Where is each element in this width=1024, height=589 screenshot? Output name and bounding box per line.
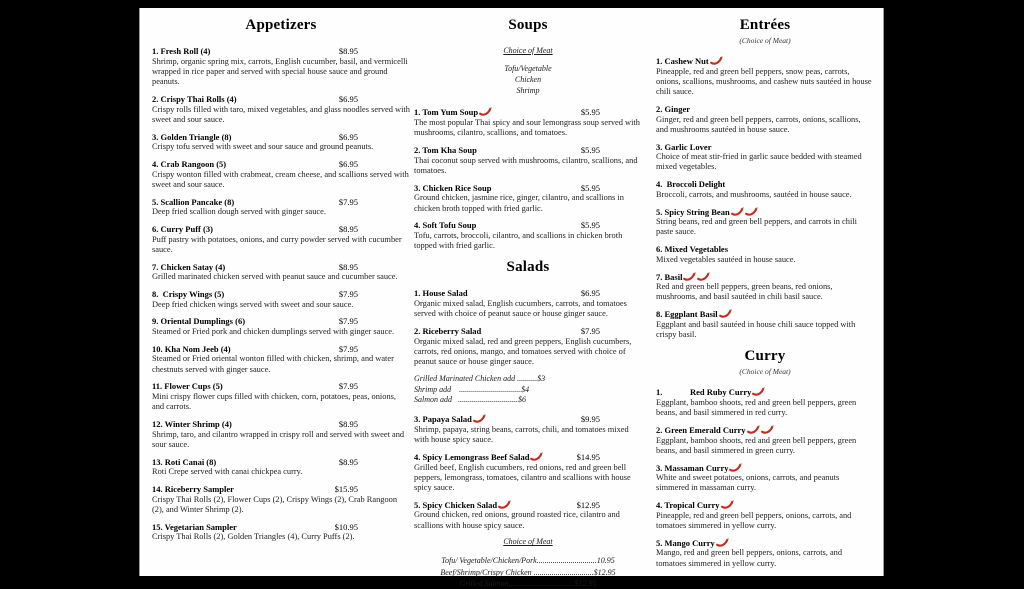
item-description: Steamed or Fried oriental wonton filled with chicken, shrimp, and water chestnuts served with ginger sauce. bbox=[152, 354, 394, 374]
menu-item-header bbox=[152, 94, 358, 105]
menu-item bbox=[152, 197, 410, 218]
item-name: 5. Spicy Chicken Salad bbox=[414, 500, 511, 511]
menu-item-header bbox=[656, 500, 874, 511]
menu-item-header bbox=[414, 500, 600, 511]
menu-item-header bbox=[656, 425, 874, 436]
menu-item bbox=[414, 288, 642, 319]
menu-item bbox=[656, 272, 874, 303]
item-description: Ginger, red and green bell peppers, carrots, onions, scallions, and mushrooms sautéed in house sauce. bbox=[656, 114, 861, 134]
choice-of-meat-prices bbox=[414, 555, 642, 589]
item-name: 2. Riceberry Salad bbox=[414, 326, 482, 337]
menu-item bbox=[152, 132, 410, 153]
menu-item-header bbox=[152, 289, 358, 300]
menu-item bbox=[656, 56, 874, 97]
menu-item bbox=[152, 46, 410, 87]
menu-item-header bbox=[656, 272, 874, 283]
menu-item-header bbox=[656, 387, 874, 398]
item-description: Eggplant, bamboo shoots, red and green bell peppers, green beans, and basil simmered in red curry. bbox=[656, 397, 857, 418]
item-price: $7.95 bbox=[338, 196, 358, 207]
item-price: $8.95 bbox=[338, 261, 358, 272]
menu-item bbox=[152, 262, 410, 283]
item-name: 13. Roti Canai (8) bbox=[152, 456, 217, 467]
item-name: 6. Mixed Vegetables bbox=[656, 244, 729, 255]
chili-icon bbox=[710, 56, 723, 65]
menu-item bbox=[656, 142, 874, 173]
item-name: 12. Winter Shrimp (4) bbox=[152, 418, 232, 429]
menu-item-header bbox=[656, 207, 874, 218]
item-description: Mango, red and green bell peppers, onions, carrots, and tomatoes simmered in yellow curry. bbox=[656, 548, 843, 568]
chili-icon bbox=[697, 272, 710, 281]
item-description: Tofu, carrots, broccoli, cilantro, and scallions in chicken broth topped with fried garlic. bbox=[414, 230, 623, 251]
item-name: 5. Scallion Pancake (8) bbox=[152, 196, 235, 207]
chili-icon bbox=[498, 500, 511, 509]
item-description: White and sweet potatoes, onions, carrots, and peanuts simmered in massaman curry. bbox=[656, 473, 840, 493]
item-price: $8.95 bbox=[338, 223, 358, 234]
price-line: Grilled Salmon.................................$12.95 bbox=[459, 578, 597, 588]
salad-addons bbox=[414, 374, 642, 406]
menu-item bbox=[656, 538, 874, 569]
item-name: 5. Spicy String Bean bbox=[656, 207, 758, 218]
menu-item-header bbox=[152, 344, 358, 355]
menu-item-header bbox=[152, 484, 358, 495]
column-entrees-curry bbox=[656, 17, 874, 575]
item-price: $7.95 bbox=[338, 381, 358, 392]
menu-item-header bbox=[152, 457, 358, 468]
item-price: $7.95 bbox=[580, 326, 600, 337]
item-description: Crispy tofu served with sweet and sour sauce and ground peanuts. bbox=[152, 142, 374, 152]
choice-of-meat-text: Choice of Meat bbox=[503, 537, 553, 547]
item-price: $6.95 bbox=[338, 93, 358, 104]
price-line: Tofu/ Vegetable/Chicken/Pork..............................10.95 bbox=[441, 556, 615, 566]
item-description: Broccoli, carrots, and mushrooms, sautéed in house sauce. bbox=[656, 189, 852, 199]
menu-item-header bbox=[414, 452, 600, 463]
item-description: Eggplant, bamboo shoots, red and green bell peppers, green beans, and basil simmered in green curry. bbox=[656, 435, 857, 455]
item-name: 3. Golden Triangle (8) bbox=[152, 131, 232, 142]
item-description: Eggplant and basil sautéed in house chili sauce topped with crispy basil. bbox=[656, 319, 856, 339]
chili-icon bbox=[747, 425, 760, 434]
item-name: 10. Kha Nom Jeeb (4) bbox=[152, 343, 231, 354]
item-name: 9. Oriental Dumplings (6) bbox=[152, 316, 246, 327]
item-description: Organic mixed salad, red and green peppers, English cucumbers, carrots, red onions, mango, and tomatoes served with choice of peanut sauce or house ginger sauce. bbox=[414, 336, 632, 367]
menu-item-header bbox=[656, 463, 874, 474]
addon-line: Salmon add ..............................$6 bbox=[414, 395, 526, 405]
menu-item-header bbox=[414, 326, 600, 337]
item-name: 5. Mango Curry bbox=[656, 538, 729, 549]
price-line: Beef/Shrimp/Crispy Chicken ..............................$12.95 bbox=[440, 567, 616, 577]
section-title: Salads bbox=[506, 259, 550, 276]
item-description: Crispy Thai Rolls (2), Golden Triangles (4), Curry Puffs (2). bbox=[152, 532, 355, 542]
item-name: 4. Spicy Lemongrass Beef Salad bbox=[414, 452, 543, 463]
menu-item bbox=[656, 207, 874, 238]
menu-item bbox=[656, 500, 874, 531]
item-name: 3. Garlic Lover bbox=[656, 141, 712, 152]
menu-item-header bbox=[152, 262, 358, 273]
item-price: $8.95 bbox=[338, 418, 358, 429]
meat-option: Chicken bbox=[514, 74, 542, 84]
item-description: Ground chicken, jasmine rice, ginger, cilantro, and scallions in chicken broth topped with fried garlic. bbox=[414, 193, 624, 213]
menu-item bbox=[656, 244, 874, 265]
chili-icon bbox=[731, 207, 744, 216]
item-description: Red and green bell peppers, green beans, red onions, mushrooms, and basil sautéed in chili basil sauce. bbox=[656, 282, 833, 302]
column-appetizers bbox=[152, 17, 410, 549]
item-price: $6.95 bbox=[338, 131, 358, 142]
menu-item bbox=[656, 463, 874, 494]
menu-item bbox=[152, 381, 410, 412]
menu-item-header bbox=[656, 179, 874, 190]
menu-item bbox=[152, 457, 410, 478]
menu-item-header bbox=[414, 414, 600, 425]
item-name: 8. Eggplant Basil bbox=[656, 309, 732, 320]
section-subtitle: (Choice of Meat) bbox=[739, 36, 791, 45]
menu-item-header bbox=[152, 159, 358, 170]
item-name: 2. Ginger bbox=[656, 103, 690, 114]
item-description: The most popular Thai spicy and sour lemongrass soup served with mushrooms, cilantro, scallions, and tomatoes. bbox=[414, 118, 640, 138]
item-name: 7. Basil bbox=[656, 272, 710, 283]
menu-item-header bbox=[152, 224, 358, 235]
meat-options bbox=[414, 64, 642, 96]
menu-item bbox=[152, 419, 410, 450]
menu-item bbox=[414, 414, 642, 445]
menu-item-header bbox=[152, 419, 358, 430]
item-price: $15.95 bbox=[334, 483, 358, 494]
item-name: 4. Soft Tofu Soup bbox=[414, 220, 477, 231]
item-description: Organic mixed salad, English cucumbers, carrots, and tomatoes served with choice of peanut sauce or house ginger sauce. bbox=[414, 299, 627, 319]
item-name: 15. Vegetarian Sampler bbox=[152, 521, 237, 532]
chili-icon bbox=[761, 425, 774, 434]
item-price: $8.95 bbox=[338, 456, 358, 467]
menu-item-header bbox=[152, 132, 358, 143]
menu-item-header bbox=[414, 220, 600, 231]
item-description: Puff pastry with potatoes, onions, and curry powder served with cucumber sauce. bbox=[152, 234, 402, 254]
item-price: $7.95 bbox=[338, 288, 358, 299]
menu-item-header bbox=[414, 145, 600, 156]
item-description: Shrimp, papaya, string beans, carrots, chili, and tomatoes mixed with house spicy sauce. bbox=[414, 424, 629, 445]
menu-item bbox=[656, 104, 874, 135]
item-name: 11. Flower Cups (5) bbox=[152, 381, 223, 392]
menu-item bbox=[414, 326, 642, 367]
item-description: Shrimp, organic spring mix, carrots, English cucumber, basil, and vermicelli wrapped in rice paper and served with special house sauce and ground peanuts. bbox=[152, 56, 408, 87]
item-description: Roti Crepe served with canai chickpea curry. bbox=[152, 467, 303, 477]
menu-item bbox=[414, 220, 642, 251]
section-title: Soups bbox=[508, 17, 548, 33]
item-name: 1. Tom Yum Soup bbox=[414, 107, 492, 118]
item-name: 1. House Salad bbox=[414, 288, 468, 299]
item-description: Ground chicken, red onions, ground roasted rice, cilantro and scallions with house spicy sauce. bbox=[414, 510, 620, 530]
menu-item-header bbox=[656, 244, 874, 255]
menu-item bbox=[656, 387, 874, 418]
item-price: $12.95 bbox=[576, 499, 600, 510]
item-price: $7.95 bbox=[338, 343, 358, 354]
addon-line: Shrimp add ...............................$4 bbox=[414, 384, 530, 394]
section-subtitle: (Choice of Meat) bbox=[739, 367, 791, 377]
menu-item-header bbox=[152, 522, 358, 533]
item-name: 3. Massaman Curry bbox=[656, 463, 742, 474]
item-name: 4. Broccoli Delight bbox=[656, 179, 726, 190]
item-price: $5.95 bbox=[580, 145, 600, 156]
item-description: Choice of meat stir-fried in garlic sauce bedded with steamed mixed vegetables. bbox=[656, 152, 862, 172]
item-price: $14.95 bbox=[576, 451, 600, 462]
menu-item bbox=[152, 316, 410, 337]
item-name: 7. Chicken Satay (4) bbox=[152, 261, 226, 272]
item-description: Thai coconut soup served with mushrooms, cilantro, scallions, and tomatoes. bbox=[414, 155, 638, 175]
menu-item-header bbox=[152, 316, 358, 327]
item-description: Deep fried chicken wings served with sweet and sour sauce. bbox=[152, 299, 354, 309]
chili-icon bbox=[479, 107, 492, 116]
item-name: 3. Papaya Salad bbox=[414, 414, 486, 425]
chili-icon bbox=[745, 207, 758, 216]
item-price: $5.95 bbox=[580, 220, 600, 231]
chili-icon bbox=[729, 463, 742, 472]
item-price: $9.95 bbox=[580, 414, 600, 425]
menu-item bbox=[414, 500, 642, 531]
item-name: 3. Chicken Rice Soup bbox=[414, 182, 492, 193]
menu-page bbox=[139, 8, 884, 588]
menu-item bbox=[414, 183, 642, 214]
menu-item-header bbox=[656, 538, 874, 549]
menu-item bbox=[152, 289, 410, 310]
item-price: $5.95 bbox=[580, 107, 600, 118]
item-name: 8. Crispy Wings (5) bbox=[152, 288, 225, 299]
section-title: Appetizers bbox=[245, 17, 317, 33]
menu-item-header bbox=[152, 46, 358, 57]
item-name: 14. Riceberry Sampler bbox=[152, 483, 234, 494]
item-name: 4. Crab Rangoon (5) bbox=[152, 158, 227, 169]
addon-line: Grilled Marinated Chicken add ..........$3 bbox=[414, 373, 546, 383]
menu-item-header bbox=[414, 288, 600, 299]
item-name: 6. Curry Puff (3) bbox=[152, 223, 213, 234]
item-name: 1. Cashew Nut bbox=[656, 56, 723, 67]
chili-icon bbox=[721, 500, 734, 509]
item-description: Crispy wonton filled with crabmeat, cream cheese, and scallions served with sweet and sour sauce. bbox=[152, 169, 409, 189]
item-description: Mixed vegetables sautéed in house sauce. bbox=[656, 254, 796, 264]
item-price: $10.95 bbox=[334, 521, 358, 532]
choice-of-meat-label bbox=[414, 537, 642, 546]
item-description: Deep fried scallion dough served with ginger sauce. bbox=[152, 207, 326, 217]
item-description: String beans, red and green bell peppers, and carrots in chili paste sauce. bbox=[656, 217, 857, 237]
menu-item bbox=[152, 94, 410, 125]
meat-option: Tofu/Vegetable bbox=[504, 64, 552, 73]
menu-item bbox=[152, 522, 410, 543]
menu-item bbox=[152, 484, 410, 515]
meat-option: Shrimp bbox=[516, 85, 540, 95]
item-price: $6.95 bbox=[338, 158, 358, 169]
item-description: Crispy Thai Rolls (2), Flower Cups (2), Crispy Wings (2), Crab Rangoon (2), and Winter Shrimp (2). bbox=[152, 494, 398, 514]
item-name: 1. Fresh Roll (4) bbox=[152, 46, 211, 56]
item-description: Pineapple, red and green bell peppers, snow peas, carrots, onions, scallions, mushrooms, and cashew nuts sautéed in house chili sauce. bbox=[656, 66, 872, 97]
item-description: Grilled beef, English cucumbers, red onions, red and green bell peppers, lemongrass, tomatoes, cilantro and scallions with house spicy sauce. bbox=[414, 462, 631, 493]
item-description: Crispy rolls filled with taro, mixed vegetables, and glass noodles served with sweet and sour sauce. bbox=[152, 104, 410, 124]
menu-item bbox=[656, 425, 874, 456]
chili-icon bbox=[473, 414, 486, 423]
section-title: Curry bbox=[744, 348, 786, 365]
chili-icon bbox=[683, 272, 696, 281]
item-price: $5.95 bbox=[580, 182, 600, 193]
item-description: Mini crispy flower cups filled with chicken, corn, potatoes, peas, onions, and carrots. bbox=[152, 391, 396, 412]
menu-item-header bbox=[152, 381, 358, 392]
chili-icon bbox=[752, 387, 765, 396]
menu-item-header bbox=[414, 107, 600, 118]
item-description: Steamed or Fried pork and chicken dumplings served with ginger sauce. bbox=[152, 326, 395, 336]
item-name: 2. Green Emerald Curry bbox=[656, 425, 774, 436]
column-soups-salads bbox=[414, 17, 642, 589]
menu-item bbox=[152, 344, 410, 375]
item-name: 2. Crispy Thai Rolls (4) bbox=[152, 93, 237, 104]
item-name: 2. Tom Kha Soup bbox=[414, 145, 477, 156]
menu-item bbox=[414, 452, 642, 493]
menu-item-header bbox=[152, 197, 358, 208]
menu-item-header bbox=[414, 183, 600, 194]
chili-icon bbox=[530, 452, 543, 461]
item-price: $6.95 bbox=[580, 288, 600, 299]
menu-item bbox=[414, 145, 642, 176]
menu-item bbox=[656, 179, 874, 200]
choice-of-meat-label bbox=[414, 46, 642, 55]
choice-of-meat-text: Choice of Meat bbox=[503, 46, 553, 55]
menu-item-header bbox=[656, 142, 874, 153]
menu-item bbox=[414, 107, 642, 138]
item-description: Shrimp, taro, and cilantro wrapped in crispy roll and served with sweet and sour sauce. bbox=[152, 429, 405, 449]
menu-item-header bbox=[656, 104, 874, 115]
menu-item bbox=[656, 309, 874, 340]
chili-icon bbox=[719, 309, 732, 318]
menu-item bbox=[152, 224, 410, 255]
menu-item-header bbox=[656, 56, 874, 67]
item-description: Pineapple, red and green bell peppers, onions, carrots, and tomatoes simmered in yellow curry. bbox=[656, 510, 852, 530]
item-name: 4. Tropical Curry bbox=[656, 500, 734, 511]
item-price: $7.95 bbox=[338, 316, 358, 327]
item-name: 1. Red Ruby Curry bbox=[656, 387, 765, 398]
section-title: Entrées bbox=[739, 17, 791, 33]
item-price: $8.95 bbox=[338, 46, 358, 56]
chili-icon bbox=[716, 538, 729, 547]
item-description: Grilled marinated chicken served with peanut sauce and cucumber sauce. bbox=[152, 272, 398, 282]
menu-item bbox=[152, 159, 410, 190]
menu-item-header bbox=[656, 309, 874, 320]
